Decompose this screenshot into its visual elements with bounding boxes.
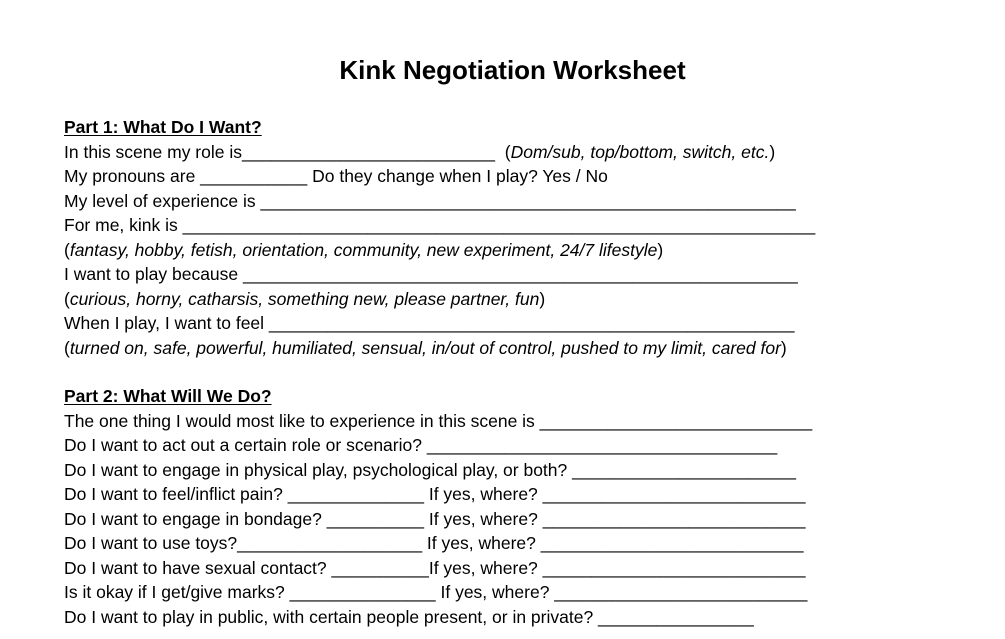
worksheet-line: When I play, I want to feel ______________________________________________________ [64, 313, 795, 333]
worksheet-line: Do I want to act out a certain role or scenario? ____________________________________ [64, 435, 778, 455]
worksheet-line: Do I want to engage in bondage? __________ If yes, where? ___________________________ [64, 508, 806, 529]
options-hint-text: curious, horny, catharsis, something new, please partner, fun [69, 288, 540, 309]
page-title: Kink Negotiation Worksheet [339, 55, 686, 85]
options-hint: (turned on, safe, powerful, humiliated, sensual, in/out of control, pushed to my limit, cared for) [64, 337, 787, 358]
options-hint-text: fantasy, hobby, fetish, orientation, community, new experiment, 24/7 lifestyle [69, 239, 658, 260]
worksheet-line: My pronouns are ___________ Do they change when I play? Yes / No [64, 166, 608, 186]
options-hint-text: turned on, safe, powerful, humiliated, sensual, in/out of control, pushed to my limit, cared for [69, 337, 781, 358]
worksheet-line: For me, kink is _________________________________________________________________ [64, 215, 816, 235]
worksheet-line: Do I want to feel/inflict pain? ______________ If yes, where? ___________________________ [64, 484, 806, 504]
worksheet-line: I want to play because _________________________________________________________ [64, 264, 798, 284]
part-1-section [64, 115, 815, 360]
worksheet-line: The one thing I would most like to experience in this scene is ____________________________ [64, 410, 813, 431]
part-2-heading: Part 2: What Will We Do? [64, 386, 272, 406]
worksheet-line: Do I want to engage in physical play, psychological play, or both? _______________________ [64, 459, 796, 480]
part-1-heading: Part 1: What Do I Want? [64, 117, 262, 137]
options-hint: (fantasy, hobby, fetish, orientation, community, new experiment, 24/7 lifestyle) [64, 239, 664, 260]
worksheet-line: Do I want to have sexual contact? __________If yes, where? ___________________________ [64, 557, 806, 578]
worksheet-line: Do I want to use toys?___________________ If yes, where? ___________________________ [64, 533, 804, 553]
worksheet-line: Is it okay if I get/give marks? _______________ If yes, where? __________________________ [64, 582, 808, 602]
worksheet-line: In this scene my role is__________________________ (Dom/sub, top/bottom, switch, etc.) [64, 141, 776, 162]
part-1-lines [64, 140, 815, 361]
worksheet-line: My level of experience is _______________________________________________________ [64, 190, 796, 211]
options-hint: (curious, horny, catharsis, something new, please partner, fun) [64, 288, 546, 309]
part-2-lines [64, 409, 812, 630]
worksheet-line: Do I want to play in public, with certain people present, or in private? ________________ [64, 606, 754, 627]
part-2-section [64, 384, 812, 629]
